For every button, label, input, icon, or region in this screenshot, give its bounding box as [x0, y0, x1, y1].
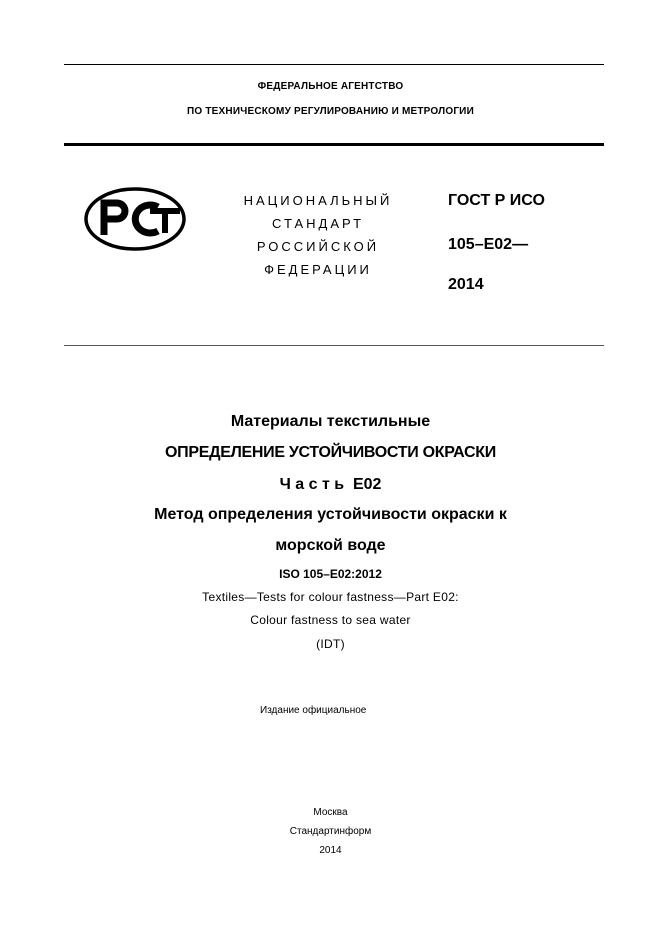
standard-label-1: НАЦИОНАЛЬНЫЙ	[243, 193, 393, 208]
agency-line-1: ФЕДЕРАЛЬНОЕ АГЕНТСТВО	[257, 81, 404, 92]
title-line-1: Материалы текстильные	[230, 413, 431, 430]
gost-number-line-2: 105–E02—	[448, 236, 529, 253]
header-thick-rule	[64, 143, 604, 146]
title-line-2: ОПРЕДЕЛЕНИЕ УСТОЙЧИВОСТИ ОКРАСКИ	[165, 444, 496, 461]
top-rule	[64, 64, 604, 65]
footer-city: Москва	[313, 807, 348, 818]
agency-line-2: ПО ТЕХНИЧЕСКОМУ РЕГУЛИРОВАНИЮ И МЕТРОЛОГИИ	[187, 106, 474, 117]
rst-logo	[84, 187, 186, 251]
gost-number-line-1: ГОСТ Р ИСО	[448, 192, 545, 209]
standard-label-2: СТАНДАРТ	[271, 216, 365, 231]
idt-marker: (IDT)	[316, 637, 345, 651]
standard-label-3: РОССИЙСКОЙ	[256, 239, 380, 254]
title-line-3: Ч а с т ь E02	[279, 476, 382, 493]
title-line-5: морской воде	[275, 537, 386, 554]
title-line-4: Метод определения устойчивости окраски к	[154, 506, 507, 523]
mid-rule	[64, 345, 604, 346]
footer-year: 2014	[319, 845, 342, 856]
gost-number-line-3: 2014	[448, 276, 484, 293]
footer-publisher: Стандартинформ	[289, 826, 372, 837]
standard-label-4: ФЕДЕРАЦИИ	[264, 262, 372, 277]
edition-label: Издание официальное	[260, 705, 367, 716]
english-title-line-2: Colour fastness to sea water	[250, 613, 411, 627]
english-title-line-1: Textiles—Tests for colour fastness—Part E02:	[202, 590, 459, 604]
iso-reference: ISO 105–E02:2012	[279, 567, 382, 581]
